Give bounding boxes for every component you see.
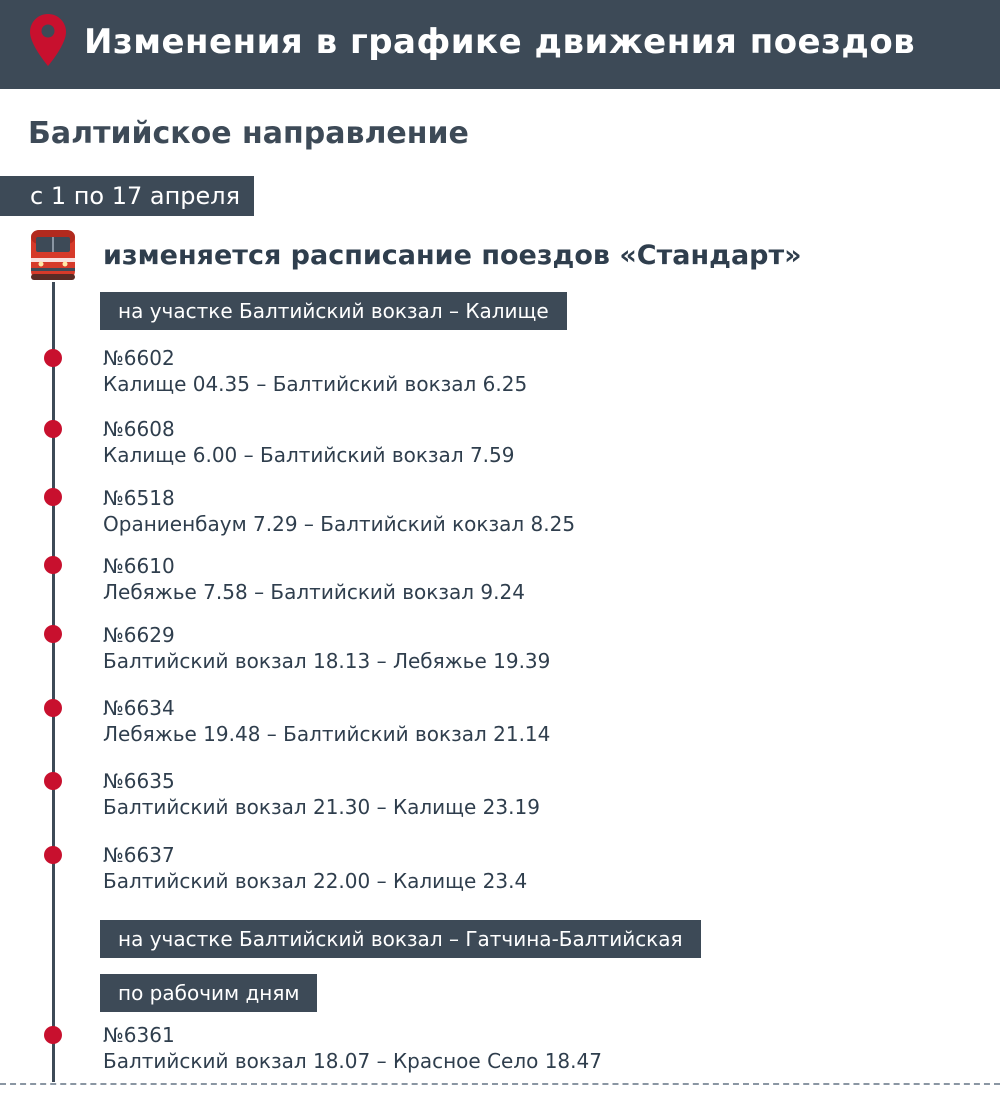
- timeline-dot: [44, 699, 62, 717]
- train-number: №6602: [103, 346, 175, 370]
- train-icon: [28, 228, 78, 282]
- train-route: Балтийский вокзал 18.07 – Красное Село 18.47: [103, 1049, 602, 1073]
- list-item: [103, 842, 527, 894]
- list-item: [103, 553, 525, 605]
- train-number: №6635: [103, 769, 175, 793]
- train-route: Балтийский вокзал 18.13 – Лебяжье 19.39: [103, 649, 551, 673]
- train-route: Балтийский вокзал 21.30 – Калище 23.19: [103, 795, 540, 819]
- timeline-dot: [44, 772, 62, 790]
- list-item: [103, 768, 540, 820]
- header-bar: [0, 0, 1000, 89]
- list-item: [103, 345, 527, 397]
- train-route: Лебяжье 19.48 – Балтийский вокзал 21.14: [103, 722, 551, 746]
- train-route: Ораниенбаум 7.29 – Балтийский кокзал 8.25: [103, 512, 576, 536]
- schedule-subtitle: изменяется расписание поездов «Стандарт»: [103, 240, 802, 271]
- train-number: №6610: [103, 554, 175, 578]
- train-route: Балтийский вокзал 22.00 – Калище 23.4: [103, 869, 528, 893]
- list-item: [103, 485, 575, 537]
- list-item: [103, 695, 550, 747]
- timeline-dot: [44, 420, 62, 438]
- list-item: [103, 416, 514, 468]
- timeline-dot: [44, 488, 62, 506]
- segment-label-gatchina: на участке Балтийский вокзал – Гатчина-Балтийская: [100, 920, 701, 958]
- train-number: №6629: [103, 623, 175, 647]
- train-route: Калище 04.35 – Балтийский вокзал 6.25: [103, 372, 528, 396]
- timeline-dot: [44, 625, 62, 643]
- weekdays-badge: по рабочим дням: [100, 974, 317, 1012]
- timeline-dot: [44, 349, 62, 367]
- date-range-badge: с 1 по 17 апреля: [0, 176, 254, 216]
- train-route: Лебяжье 7.58 – Балтийский вокзал 9.24: [103, 580, 525, 604]
- dashed-divider: [0, 1083, 1000, 1085]
- timeline-dot: [44, 1026, 62, 1044]
- list-item: [103, 622, 550, 674]
- list-item: [103, 1022, 602, 1074]
- timeline-dot: [44, 556, 62, 574]
- train-number: №6361: [103, 1023, 175, 1047]
- train-number: №6608: [103, 417, 175, 441]
- train-number: №6634: [103, 696, 175, 720]
- train-route: Калище 6.00 – Балтийский вокзал 7.59: [103, 443, 515, 467]
- location-pin-icon: [30, 14, 66, 66]
- timeline-line: [52, 282, 55, 1082]
- segment-label-kalische: на участке Балтийский вокзал – Калище: [100, 292, 567, 330]
- timeline-dot: [44, 846, 62, 864]
- train-number: №6518: [103, 486, 175, 510]
- section-title: Балтийское направление: [28, 116, 469, 151]
- page-title: Изменения в графике движения поездов: [84, 22, 916, 62]
- train-number: №6637: [103, 843, 175, 867]
